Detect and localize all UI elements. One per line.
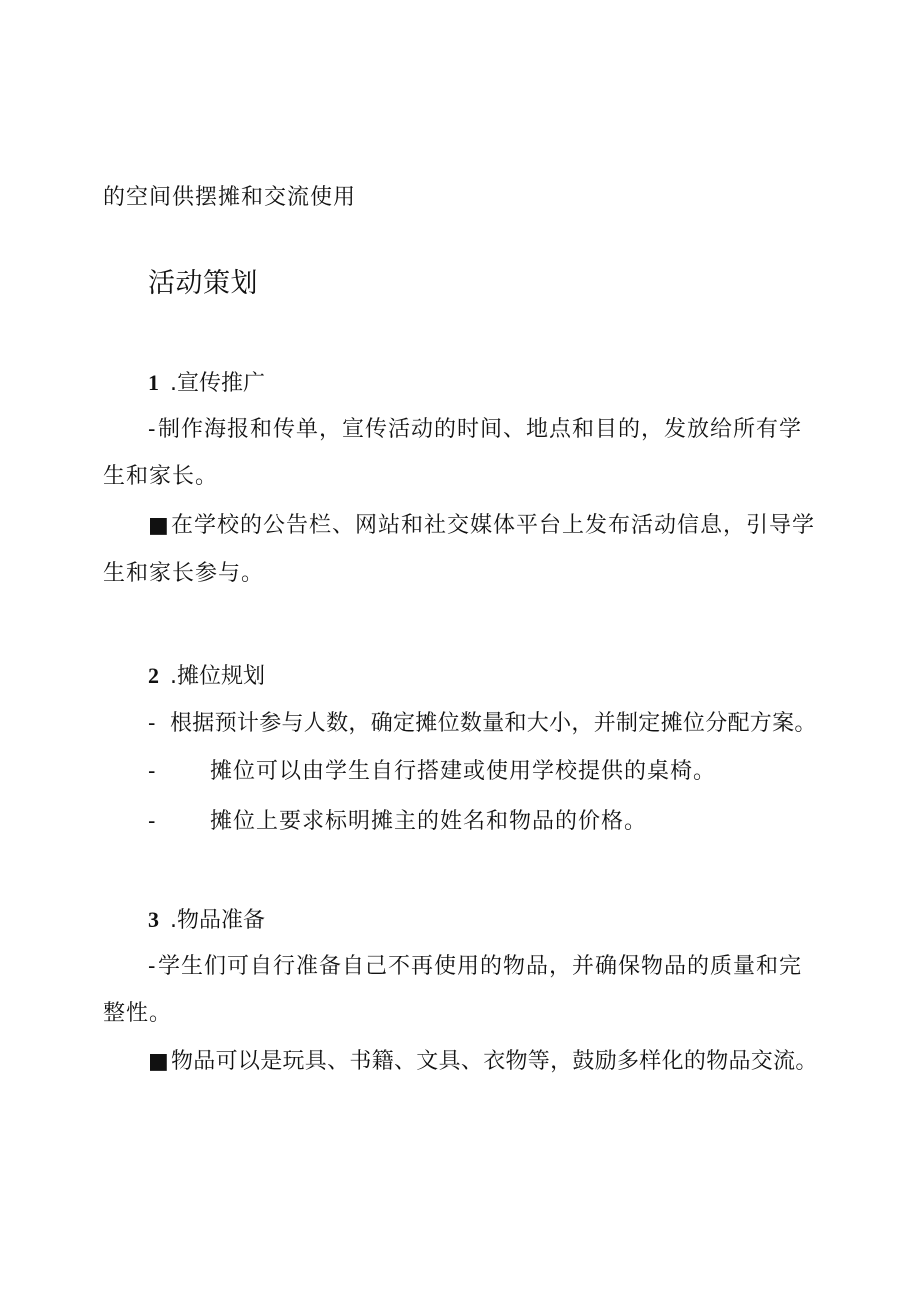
section-1-title xyxy=(148,368,265,399)
paragraph-continuation-line: 整性。 xyxy=(103,1001,173,1026)
paragraph-line xyxy=(148,1047,818,1077)
paragraph-line xyxy=(148,757,716,787)
paragraph-text: 制作海报和传单，宣传活动的时间、地点和目的，发放给所有学 xyxy=(158,417,803,442)
section-title-text: .宣传推广 xyxy=(170,371,265,396)
section-2-title xyxy=(148,661,265,692)
square-bullet-icon: ■ xyxy=(148,1049,170,1074)
section-title-text: .摊位规划 xyxy=(170,664,265,689)
paragraph-continuation-line: 生和家长参与。 xyxy=(103,561,265,586)
square-bullet-icon: ■ xyxy=(148,513,170,538)
page-heading: 活动策划 xyxy=(148,268,258,299)
paragraph-line xyxy=(148,415,802,445)
paragraph-line xyxy=(148,709,817,739)
paragraph-text: 摊位可以由学生自行搭建或使用学校提供的桌椅。 xyxy=(210,759,717,784)
paragraph-text: 摊位上要求标明摊主的姓名和物品的价格。 xyxy=(210,809,648,834)
section-number: 3 xyxy=(148,907,159,932)
section-number: 2 xyxy=(148,663,159,688)
continued-text-line: 的空间供摆摊和交流使用 xyxy=(103,185,357,210)
dash-bullet: - xyxy=(148,759,157,784)
dash-bullet: - xyxy=(148,417,157,442)
paragraph-text: 学生们可自行准备自己不再使用的物品，并确保物品的质量和完 xyxy=(158,954,803,979)
section-title-text: .物品准备 xyxy=(170,908,265,933)
paragraph-line xyxy=(148,952,802,982)
paragraph-line xyxy=(148,511,815,541)
paragraph-line xyxy=(148,807,647,837)
section-number: 1 xyxy=(148,370,159,395)
dash-bullet: - xyxy=(148,809,157,834)
paragraph-text: 根据预计参与人数，确定摊位数量和大小，并制定摊位分配方案。 xyxy=(170,711,817,736)
paragraph-continuation-line: 生和家长。 xyxy=(103,464,219,489)
paragraph-text: 在学校的公告栏、网站和社交媒体平台上发布活动信息，引导学 xyxy=(171,513,816,538)
dash-bullet: - xyxy=(148,954,157,979)
section-3-title xyxy=(148,905,265,936)
dash-bullet: - xyxy=(148,711,156,736)
paragraph-text: 物品可以是玩具、书籍、文具、衣物等，鼓励多样化的物品交流。 xyxy=(171,1049,818,1074)
